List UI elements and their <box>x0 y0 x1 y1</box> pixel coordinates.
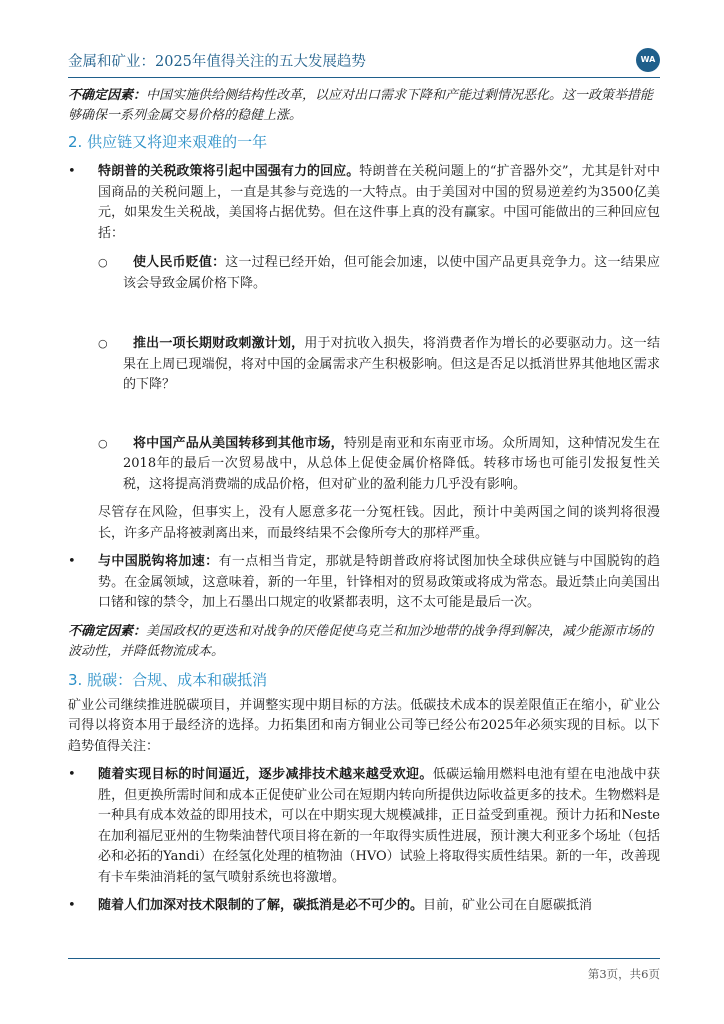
page-number: 第3页，共6页 <box>587 967 660 981</box>
sub-item <box>68 434 660 496</box>
uncertainty-text: 美国政权的更迭和对战争的厌倦促使乌克兰和加沙地带的战争得到解决，减少能源市场的波动性，并降低物流成本。 <box>68 623 654 659</box>
circle-bullet-icon: ○ <box>98 436 108 450</box>
uncertainty-label: 不确定因素： <box>68 88 147 103</box>
bullet-item <box>68 162 660 244</box>
sub-item-lead: 推出一项长期财政刺激计划， <box>133 336 305 351</box>
circle-bullet-icon: ○ <box>98 256 108 269</box>
sub-item-text: 用于对抗收入损失，将消费者作为增长的必要驱动力。这一结果在上周已现端倪，将对中国的金属需求产生积极影响。但这是否足以抵消世界其他地区需求的下降？ <box>123 336 660 392</box>
bullet-icon: • <box>68 898 76 913</box>
bullet-lead: 与中国脱钩将加速： <box>98 554 219 569</box>
page-content <box>68 86 660 917</box>
bullet-text: 有一点相当肯定，那就是特朗普政府将试图加快全球供应链与中国脱钩的趋势。在金属领域，这意味着，新的一年里，针锋相对的贸易政策或将成为常态。最近禁止向美国出口锗和镓的禁令，加上石墨出口规定的收紧都表明，这不太可能是最后一次。 <box>98 554 660 610</box>
body-paragraph: 尽管存在风险，但事实上，没有人愿意多花一分冤枉钱。因此，预计中美两国之间的谈判将很漫长，许多产品将被剥离出来，而最终结果不会像所夸大的那样严重。 <box>98 505 660 541</box>
bullet-text: 目前，矿业公司在自愿碳抵消 <box>423 898 593 913</box>
section-heading-2: 2. 供应链又将迎来艰难的一年 <box>68 133 268 151</box>
sub-item-lead: 将中国产品从美国转移到其他市场， <box>133 435 344 451</box>
footer-divider <box>68 958 660 959</box>
sub-item <box>68 253 660 294</box>
bullet-item <box>68 552 660 614</box>
bullet-text: 低碳运输用燃料电池有望在电池战中获胜，但更换所需时间和成本正促使矿业公司在短期内转向所提供边际收益更多的技术。生物燃料是一种具有成本效益的即用技术，可以在中期实现大规模减排，正日益受到重视。预计力拓和Neste在加利福尼亚州的生物柴油替代项目将在新的一年取得实质性进展，预计澳大利亚多个场址（包括必和必拓的Yandi）在经氢化处理的植物油（HVO）试验上将取得实质性结果。新的一年，改善现有卡车柴油消耗的氢气喷射系统也将激增。 <box>98 767 660 885</box>
uncertainty-label: 不确定因素： <box>68 623 147 639</box>
bullet-lead: 随着人们加深对技术限制的了解，碳抵消是必不可少的。 <box>98 898 424 913</box>
bullet-icon: • <box>68 554 76 569</box>
sub-item-text: 特别是南亚和东南亚市场。众所周知，这种情况发生在2018年的最后一次贸易战中，从总体上促使金属价格降低。转移市场也可能引发报复性关税，这将提高消费端的成品价格，但对矿业的盈利能力几乎没有影响。 <box>123 435 660 492</box>
bullet-icon: • <box>68 164 76 179</box>
bullet-text: 特朗普在关税问题上的“扩音器外交”，尤其是针对中国商品的关税问题上，一直是其参与竞选的一大特点。由于美国对中国的贸易逆差约为3500亿美元，如果发生关税战，美国将占据优势。但在这件事上真的没有赢家。中国可能做出的三种回应包括： <box>98 164 660 241</box>
body-paragraph: 矿业公司继续推进脱碳项目，并调整实现中期目标的方法。低碳技术成本的误差限值正在缩小，矿业公司得以将资本用于最经济的选择。力拓集团和南方铜业公司等已经公布2025年必须实现的目标。以下趋势值得关注： <box>68 697 660 754</box>
uncertainty-text: 中国实施供给侧结构性改革，以应对出口需求下降和产能过剩情况恶化。这一政策举措能够确保一系列金属交易价格的稳健上涨。 <box>68 88 654 123</box>
sub-item <box>68 334 660 396</box>
uncertainty-note <box>68 86 660 126</box>
circle-bullet-icon: ○ <box>98 337 108 350</box>
sub-item-text: 这一过程已经开始，但可能会加速，以使中国产品更具竞争力。这一结果应该会导致金属价格下降。 <box>123 255 660 291</box>
bullet-item <box>68 896 660 917</box>
company-logo-icon: WA <box>636 48 660 72</box>
report-title: 金属和矿业：2025年值得关注的五大发展趋势 <box>68 54 366 70</box>
bullet-item <box>68 765 660 888</box>
bullet-lead: 特朗普的关税政策将引起中国强有力的回应。 <box>98 164 360 179</box>
uncertainty-note <box>68 622 660 662</box>
bullet-icon: • <box>68 767 76 782</box>
header-divider <box>68 77 660 78</box>
sub-item-lead: 使人民币贬值： <box>133 255 226 270</box>
section-heading-3: 3. 脱碳：合规、成本和碳抵消 <box>68 670 268 689</box>
bullet-lead: 随着实现目标的时间逼近，逐步减排技术越来越受欢迎。 <box>98 767 433 782</box>
